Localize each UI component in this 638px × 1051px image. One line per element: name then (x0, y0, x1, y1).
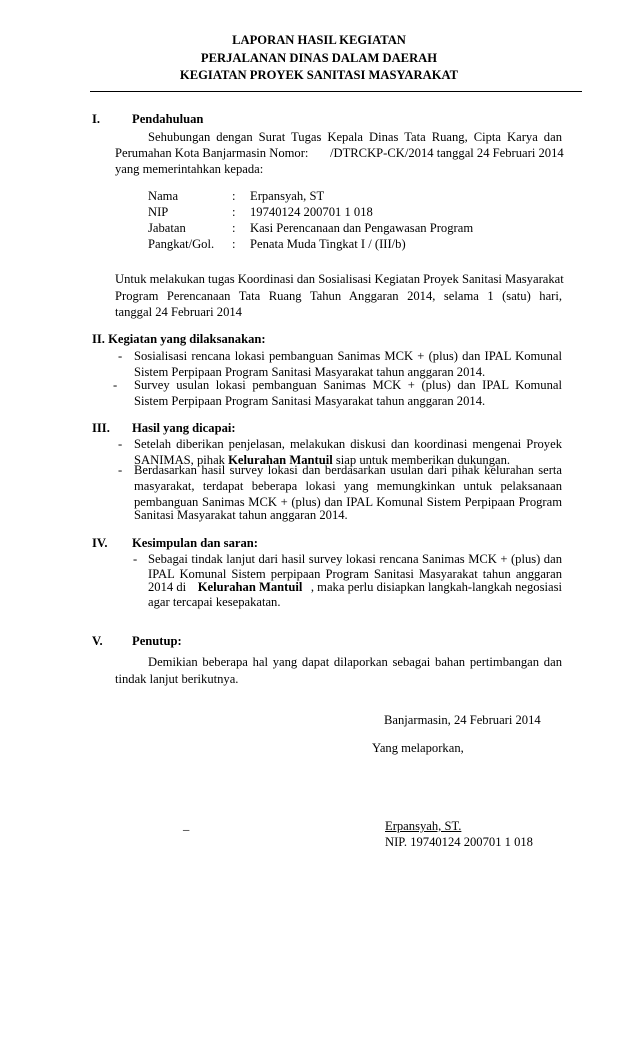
bullet-dash: - (113, 378, 118, 392)
result-item-2-line-4: Sanitasi Masyarakat tahun anggaran 2014. (134, 508, 348, 522)
result-item-2-line-2: masyarakat, terdapat beberapa lokasi yang memungkinkan untuk pelaksanaan (134, 479, 562, 493)
field-label: Nama (148, 189, 179, 203)
field-separator: : (232, 237, 236, 251)
conclusion-line-2: IPAL Komunal Sistem perpipaan Program Sanitasi Masyarakat tahun anggaran (148, 567, 562, 581)
field-separator: : (232, 189, 236, 203)
field-value: Penata Muda Tingkat I / (III/b) (250, 237, 406, 251)
result-text: siap untuk memberikan dukungan. (332, 453, 511, 467)
task-line-2: Program Perencanaan Tata Ruang Tahun Anggaran 2014, selama 1 (satu) hari, (115, 289, 562, 303)
section-5-title: Penutup: (132, 634, 182, 648)
bullet-dash: - (118, 463, 123, 477)
field-label: Pangkat/Gol. (148, 237, 215, 251)
intro-line-1: Sehubungan dengan Surat Tugas Kepala Dinas Tata Ruang, Cipta Karya dan (148, 130, 562, 144)
activity-item-2-line-2: Sistem Perpipaan Program Sanitasi Masyarakat tahun anggaran 2014. (134, 394, 486, 408)
activity-item-1-line-1: Sosialisasi rencana lokasi pembanguan Sanimas MCK + (plus) dan IPAL Komunal (134, 349, 562, 363)
conclusion-text: , maka perlu disiapkan langkah-langkah negosiasi (310, 580, 562, 594)
section-4-number: IV. (92, 536, 108, 550)
task-line-3: tanggal 24 Februari 2014 (115, 305, 242, 319)
bullet-dash: - (118, 437, 123, 451)
section-1-title: Pendahuluan (132, 112, 204, 126)
signature-reporter-label: Yang melaporkan, (372, 741, 464, 755)
report-header (0, 32, 638, 85)
conclusion-line-4: agar tercapai kesepakatan. (148, 595, 281, 609)
bullet-dash: - (118, 349, 123, 363)
signatory-name: Erpansyah, ST. (385, 819, 462, 833)
section-3-title: Hasil yang dicapai: (132, 421, 236, 435)
task-line-1: Untuk melakukan tugas Koordinasi dan Sosialisasi Kegiatan Proyek Sanitasi Masyarakat (115, 272, 564, 286)
header-project: KEGIATAN PROYEK SANITASI MASYARAKAT (179, 68, 459, 82)
conclusion-emphasis: Kelurahan Mantuil (197, 580, 303, 594)
intro-line-2a: Perumahan Kota Banjarmasin Nomor: (115, 146, 309, 160)
field-separator: : (232, 205, 236, 219)
field-value: 19740124 200701 1 018 (250, 205, 373, 219)
section-2-title: II. Kegiatan yang dilaksanakan: (92, 332, 266, 346)
closing-line-2: tindak lanjut berikutnya. (115, 672, 239, 686)
intro-line-2b: /DTRCKP-CK/2014 tanggal 24 Februari 2014 (330, 146, 564, 160)
conclusion-text: 2014 di (148, 580, 190, 594)
intro-line-3: yang memerintahkan kepada: (115, 162, 264, 176)
section-5-number: V. (92, 634, 103, 648)
section-4-title: Kesimpulan dan saran: (132, 536, 258, 550)
header-title: LAPORAN HASIL KEGIATAN (232, 33, 406, 47)
signatory-nip: NIP. 19740124 200701 1 018 (385, 835, 533, 849)
field-separator: : (232, 221, 236, 235)
result-item-2-line-1: Berdasarkan hasil survey lokasi dan berdasarkan usulan dari pihak kelurahan serta (134, 463, 562, 477)
signature-place-date: Banjarmasin, 24 Februari 2014 (384, 713, 541, 727)
result-item-2-line-3: pembanguan Sanimas MCK + (plus) dan IPAL Komunal Sistem Perpipaan Program (134, 495, 562, 509)
header-divider (90, 91, 582, 92)
closing-line-1: Demikian beberapa hal yang dapat dilaporkan sebagai bahan pertimbangan dan (148, 655, 562, 669)
field-label: Jabatan (148, 221, 186, 235)
activity-item-2-line-1: Survey usulan lokasi pembanguan Sanimas MCK + (plus) dan IPAL Komunal (134, 378, 562, 392)
activity-item-1-line-2: Sistem Perpipaan Program Sanitasi Masyarakat tahun anggaran 2014. (134, 365, 486, 379)
conclusion-line-3 (148, 580, 562, 595)
section-3-number: III. (92, 421, 110, 435)
field-value: Erpansyah, ST (250, 189, 325, 203)
field-value: Kasi Perencanaan dan Pengawasan Program (250, 221, 474, 235)
field-label: NIP (148, 205, 169, 219)
conclusion-line-1: Sebagai tindak lanjut dari hasil survey lokasi rencana Sanimas MCK + (plus) dan (148, 552, 562, 566)
section-1-number: I. (92, 112, 101, 126)
result-emphasis: Kelurahan Mantuil (228, 453, 333, 467)
result-item-1-line-1: Setelah diberikan penjelasan, melakukan diskusi dan koordinasi mengenai Proyek (134, 437, 562, 451)
signature-left-mark: _ (183, 818, 190, 832)
result-text: SANIMAS, pihak (134, 453, 229, 467)
header-subtitle: PERJALANAN DINAS DALAM DAERAH (200, 50, 438, 65)
bullet-dash: - (133, 552, 138, 566)
